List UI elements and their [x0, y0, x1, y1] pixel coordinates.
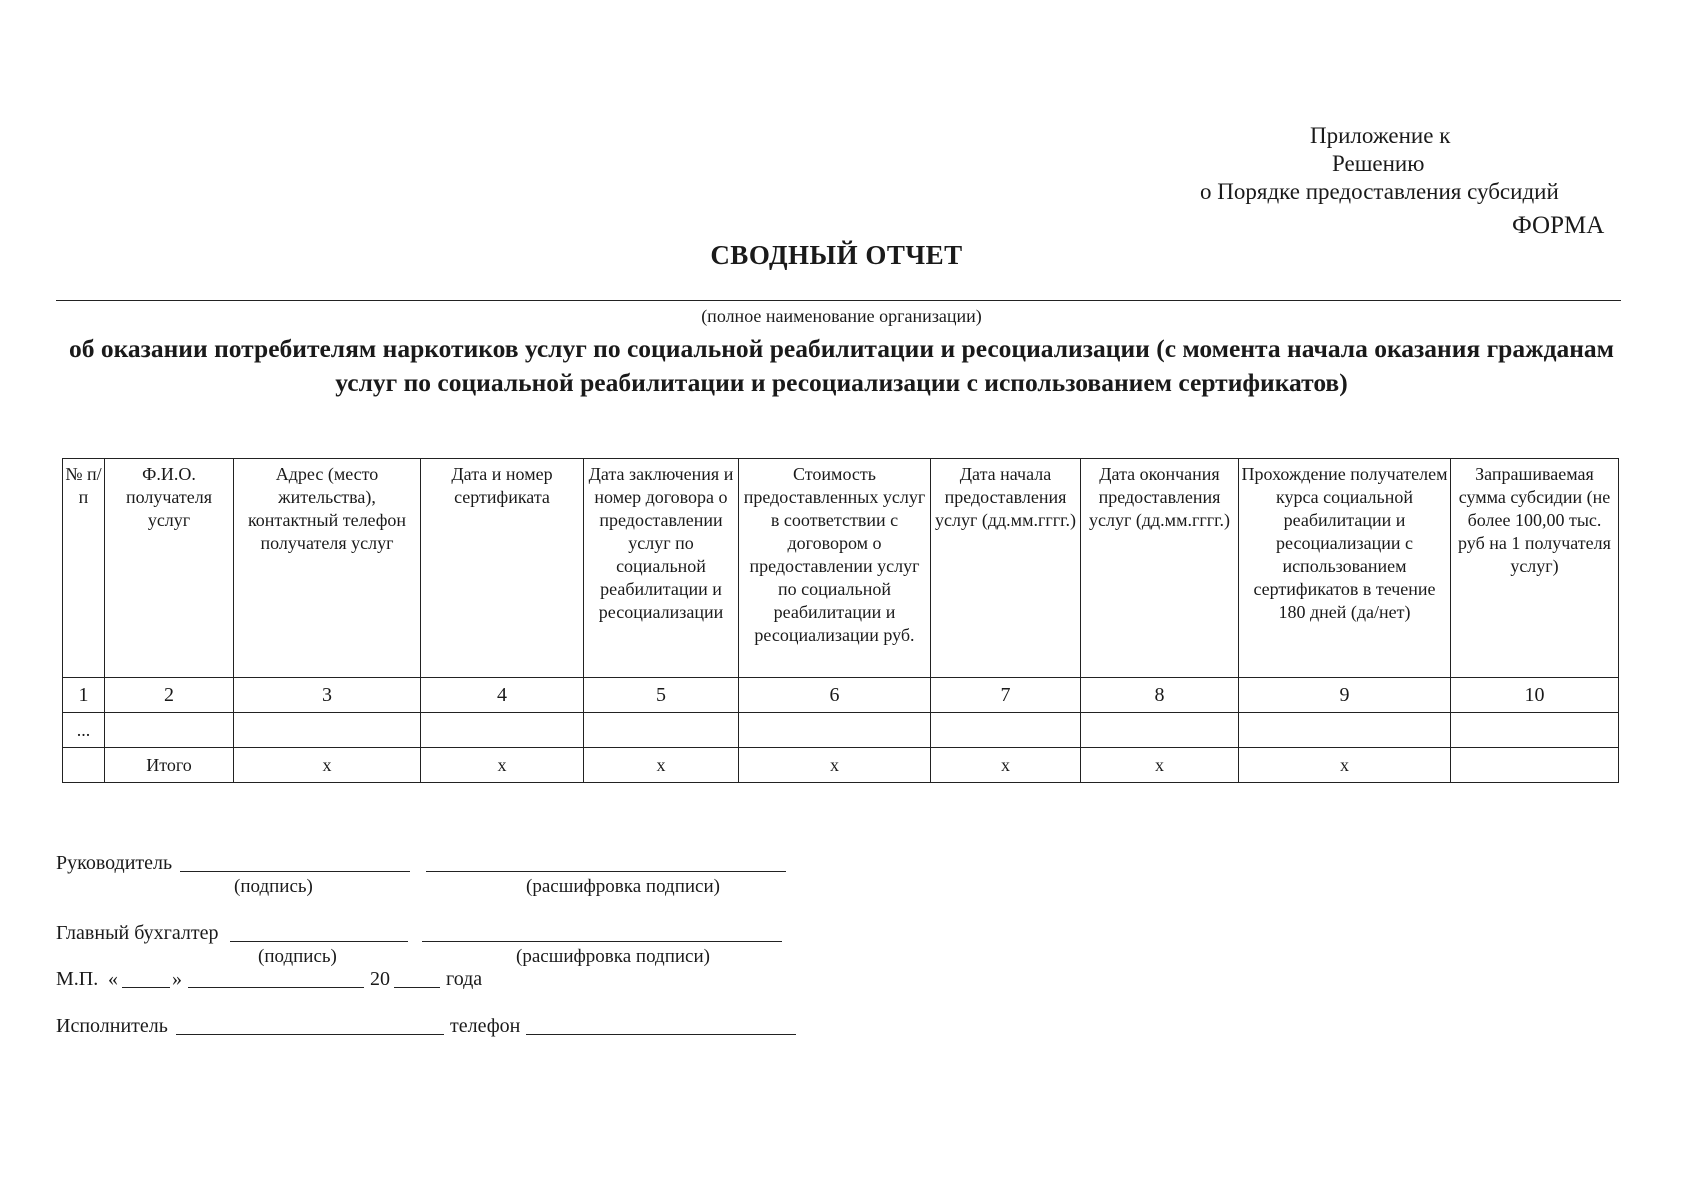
header-cell-fio: Ф.И.О. получателя услуг	[105, 459, 234, 678]
date-quote-close: »	[172, 968, 182, 990]
column-number-cell: 2	[105, 678, 234, 713]
stamp-label: М.П.	[56, 968, 99, 990]
total-cell: x	[1081, 748, 1239, 783]
report-subtitle: об оказании потребителям наркотиков услуг по социальной реабилитации и ресоциализации (с момента начала оказания гражданам услуг по социальной реабилитации и ресоциализации с использованием сертификатов)	[68, 334, 1615, 397]
header-cell-certificate: Дата и номер сертификата	[421, 459, 584, 678]
total-cell: x	[234, 748, 421, 783]
table-cell	[1081, 713, 1239, 748]
header-cell-number: № п/п	[63, 459, 105, 678]
phone-line[interactable]	[526, 1034, 796, 1035]
accountant-label: Главный бухгалтер	[56, 922, 219, 944]
table-cell	[1239, 713, 1451, 748]
table-cell	[584, 713, 739, 748]
column-number-cell: 9	[1239, 678, 1451, 713]
header-cell-end-date: Дата окончания предоставления услуг (дд.мм.гггг.)	[1081, 459, 1239, 678]
organization-name-line	[56, 300, 1621, 301]
column-number-cell: 8	[1081, 678, 1239, 713]
table-cell: ...	[63, 713, 105, 748]
total-label: Итого	[105, 748, 234, 783]
column-numbers-row	[63, 678, 1619, 713]
accountant-decode-line[interactable]	[422, 941, 782, 942]
date-year-suffix: года	[446, 968, 483, 990]
total-cell	[63, 748, 105, 783]
table-cell	[421, 713, 584, 748]
page-title-text: СВОДНЫЙ ОТЧЕТ	[710, 240, 963, 270]
accountant-signature-line[interactable]	[230, 941, 408, 942]
table-cell	[739, 713, 931, 748]
total-cell: x	[1239, 748, 1451, 783]
head-signature-line[interactable]	[180, 871, 410, 872]
header-cell-subsidy: Запрашиваемая сумма субсидии (не более 100,00 тыс. руб на 1 получателя услуг)	[1451, 459, 1619, 678]
table-row	[63, 713, 1619, 748]
appendix-line-1: Приложение к	[1310, 123, 1451, 148]
phone-label: телефон	[450, 1015, 521, 1037]
organization-caption: (полное наименование организации)	[701, 306, 982, 326]
total-cell: x	[739, 748, 931, 783]
page-title	[0, 240, 1683, 271]
table-cell	[931, 713, 1081, 748]
appendix-line-2: Решению	[1332, 151, 1425, 176]
column-number-cell: 6	[739, 678, 931, 713]
form-label: ФОРМА	[1512, 212, 1605, 239]
table-header-row	[63, 459, 1619, 678]
column-number-cell: 3	[234, 678, 421, 713]
date-month-line[interactable]	[188, 987, 364, 988]
table-cell	[105, 713, 234, 748]
header-cell-start-date: Дата начала предоставления услуг (дд.мм.гггг.)	[931, 459, 1081, 678]
total-cell: x	[584, 748, 739, 783]
head-signature-caption: (подпись)	[234, 876, 313, 897]
date-year-prefix: 20	[370, 968, 390, 990]
head-label: Руководитель	[56, 852, 173, 874]
head-decode-line[interactable]	[426, 871, 786, 872]
total-cell: x	[931, 748, 1081, 783]
executor-line[interactable]	[176, 1034, 444, 1035]
header-cell-cost: Стоимость предоставленных услуг в соответствии с договором о предоставлении услуг по социальной реабилитации и ресоциализации руб.	[739, 459, 931, 678]
header-cell-course: Прохождение получателем курса социальной реабилитации и ресоциализации с использованием сертификатов в течение 180 дней (да/нет)	[1239, 459, 1451, 678]
date-day-line[interactable]	[122, 987, 170, 988]
header-cell-address: Адрес (место жительства), контактный телефон получателя услуг	[234, 459, 421, 678]
column-number-cell: 7	[931, 678, 1081, 713]
appendix-line-3: о Порядке предоставления субсидий	[1200, 179, 1559, 204]
date-quote-open: «	[108, 968, 118, 990]
accountant-decode-caption: (расшифровка подписи)	[516, 946, 710, 967]
table-cell	[1451, 713, 1619, 748]
column-number-cell: 1	[63, 678, 105, 713]
report-table	[62, 458, 1619, 783]
column-number-cell: 5	[584, 678, 739, 713]
executor-label: Исполнитель	[56, 1015, 168, 1037]
date-year-line[interactable]	[394, 987, 440, 988]
column-number-cell: 10	[1451, 678, 1619, 713]
column-number-cell: 4	[421, 678, 584, 713]
total-row	[63, 748, 1619, 783]
total-cell	[1451, 748, 1619, 783]
accountant-signature-caption: (подпись)	[258, 946, 337, 967]
total-cell: x	[421, 748, 584, 783]
header-cell-contract: Дата заключения и номер договора о предоставлении услуг по социальной реабилитации и ресоциализации	[584, 459, 739, 678]
table-cell	[234, 713, 421, 748]
head-decode-caption: (расшифровка подписи)	[526, 876, 720, 897]
